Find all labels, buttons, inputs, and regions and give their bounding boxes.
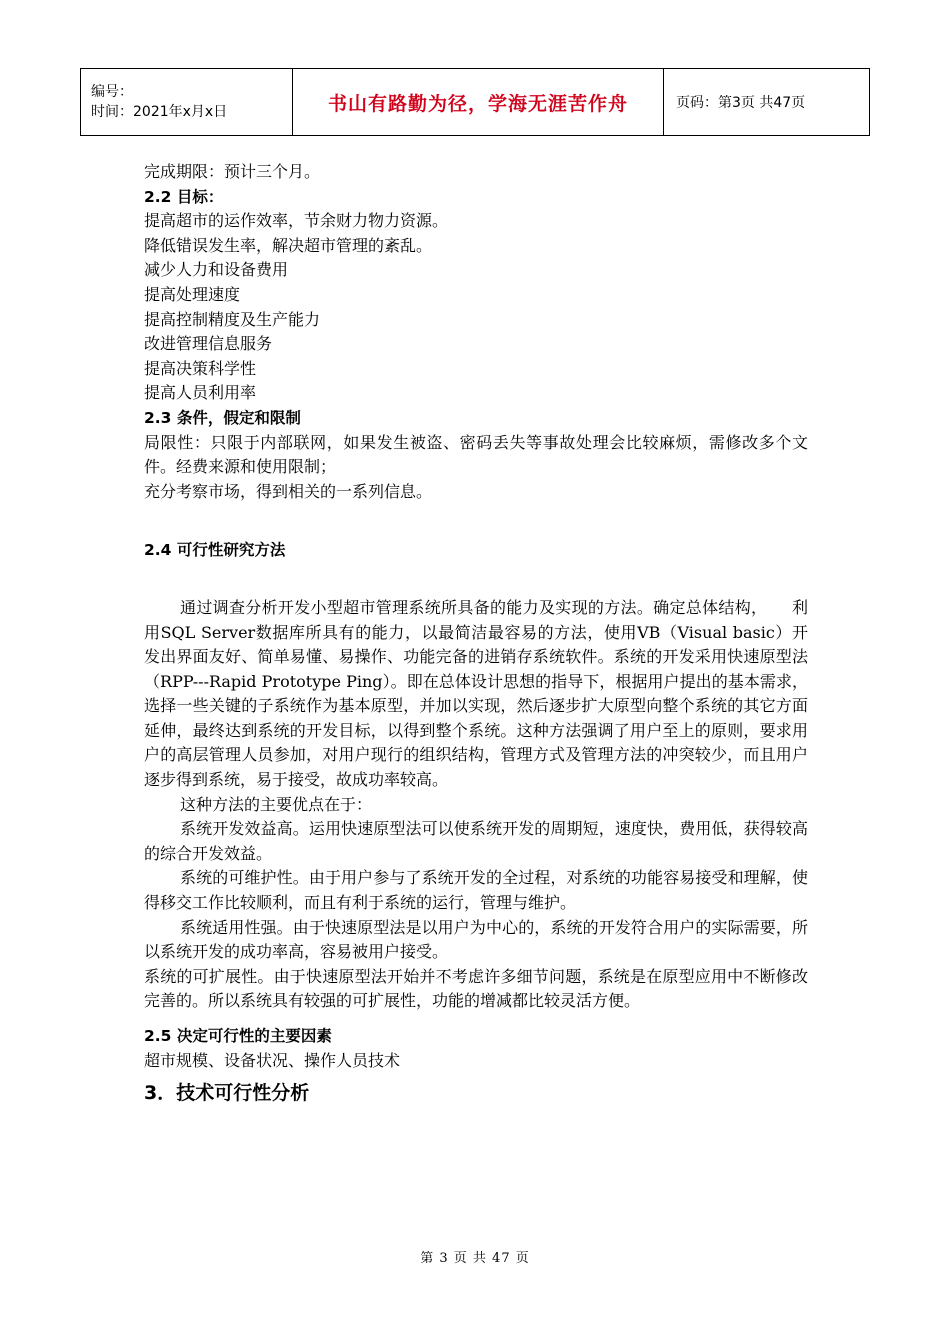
doc-time: 时间：2021年x月x日	[91, 104, 228, 120]
goal-item: 提高人员利用率	[144, 383, 257, 403]
market-paragraph: 充分考察市场，得到相关的一系列信息。	[144, 481, 433, 501]
goal-item: 降低错误发生率，解决超市管理的紊乱。	[144, 235, 433, 255]
section-2-4-heading: 2.4 可行性研究方法	[144, 541, 286, 560]
factors-text: 超市规模、设备状况、操作人员技术	[144, 1050, 401, 1070]
limitations-paragraph: 局限性：只限于内部联网，如果发生被盗、密码丢失等事故处理会比较麻烦，需修改多个文件。经费来源和使用限制；	[144, 432, 808, 477]
section-2-5-heading: 2.5 决定可行性的主要因素	[144, 1027, 332, 1045]
section-2-3-heading: 2.3 条件，假定和限制	[144, 408, 301, 427]
advantage-maintainability: 系统的可维护性。由于用户参与了系统开发的全过程，对系统的功能容易接受和理解，使得移交工作比较顺利，而且有利于系统的运行，管理与维护。	[144, 868, 808, 913]
section-3-heading: 3．技术可行性分析	[144, 1082, 310, 1105]
goal-item: 减少人力和设备费用	[144, 260, 289, 280]
document-body	[144, 160, 808, 1107]
header-motto: 书山有路勤为径，学海无涯苦作舟	[293, 69, 664, 136]
advantage-efficiency: 系统开发效益高。运用快速原型法可以使系统开发的周期短，速度快，费用低，获得较高的综合开发效益。	[144, 819, 808, 863]
advantage-extensibility: 系统的可扩展性。由于快速原型法开始并不考虑许多细节问题，系统是在原型应用中不断修改完善的。所以系统具有较强的可扩展性，功能的增减都比较灵活方便。	[144, 966, 808, 1011]
header-meta	[81, 69, 293, 136]
section-2-2-heading: 2.2 目标：	[144, 187, 224, 206]
goal-item: 提高超市的运作效率，节余财力物力资源。	[144, 211, 449, 231]
method-paragraph: 通过调查分析开发小型超市管理系统所具备的能力及实现的方法。确定总体结构， 利用SQL Server数据库所具有的能力，以最简洁最容易的方法，使用VB（Visual basic）开 发出界面友好、简单易懂、易操作、功能完备的进销存系统软件。系统的开发采用快速原型法（RPP---Rapid Prototype Ping）。即在总体设计思想的指导下，根据用户提出的基本需求，选择一些关键的子系统作为基本原型，并加以实现，然后逐步扩大原型向整个系统的其它方面延伸，最终达到系统的开发目标，以得到整个系统。这种方法强调了用户至上的原则，要求用户的高层管理人员参加，对用户现行的组织结构，管理方式及管理方法的冲突较少，而且用户逐步得到系统，易于接受，故成功率较高。	[144, 597, 808, 790]
advantages-intro: 这种方法的主要优点在于：	[180, 794, 373, 814]
goal-item: 改进管理信息服务	[144, 334, 273, 354]
page-header	[80, 68, 870, 136]
deadline-text: 完成期限：预计三个月。	[144, 162, 321, 181]
page-footer: 第 3 页 共 47 页	[420, 1251, 530, 1266]
advantage-applicability: 系统适用性强。由于快速原型法是以用户为中心的，系统的开发符合用户的实际需要，所以系统开发的成功率高，容易被用户接受。	[144, 917, 808, 962]
goal-item: 提高控制精度及生产能力	[144, 309, 321, 329]
doc-number: 编号：	[91, 84, 133, 100]
goal-item: 提高决策科学性	[144, 358, 257, 378]
header-page-info: 页码：第3页 共47页	[664, 69, 870, 136]
goal-item: 提高处理速度	[144, 284, 241, 304]
